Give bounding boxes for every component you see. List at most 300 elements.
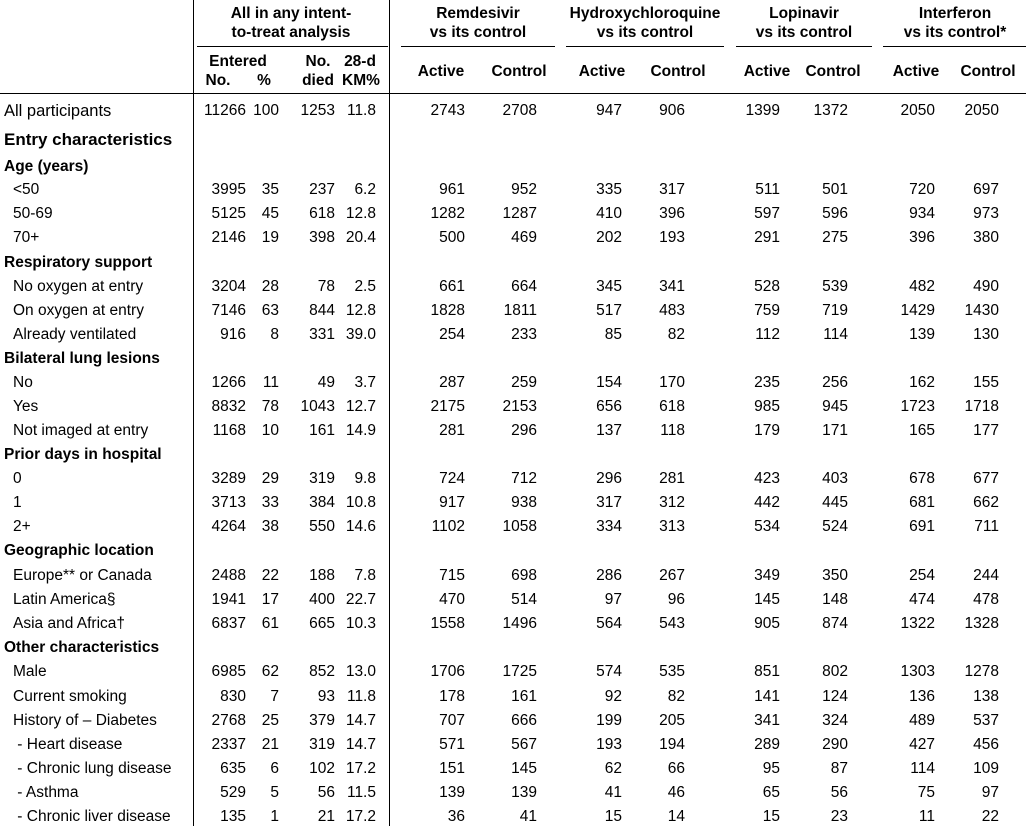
- table-cell: 154: [596, 374, 622, 391]
- row-label: Europe** or Canada: [13, 567, 152, 584]
- table-cell: 112: [755, 326, 780, 343]
- table-cell: 3713: [211, 494, 246, 511]
- row-label: History of – Diabetes: [13, 712, 157, 729]
- table-cell: 161: [309, 422, 335, 439]
- header-group-line2: vs its control: [755, 24, 853, 41]
- table-cell: 1718: [964, 398, 999, 415]
- subheader-remdesivir-control: Control: [491, 63, 547, 80]
- table-cell: 25: [261, 712, 279, 729]
- table-cell: 574: [596, 663, 622, 680]
- table-cell: 1811: [503, 302, 537, 319]
- table-cell: 1430: [964, 302, 999, 319]
- header-group-interferon: [880, 4, 1026, 42]
- table-cell: 139: [909, 326, 935, 343]
- table-cell: 1266: [211, 374, 246, 391]
- table-cell: 61: [261, 615, 279, 632]
- table-cell: 45: [261, 205, 279, 222]
- table-cell: 281: [439, 422, 465, 439]
- table-cell: 3.7: [354, 374, 376, 391]
- table-cell: 130: [973, 326, 999, 343]
- table-cell: 500: [439, 229, 465, 246]
- table-cell: 2050: [964, 102, 999, 119]
- table-cell: 5125: [211, 205, 246, 222]
- row-label: - Asthma: [13, 784, 79, 801]
- header-group-line1: Lopinavir: [769, 5, 839, 22]
- table-cell: 291: [754, 229, 780, 246]
- table-cell: 14.7: [345, 736, 376, 753]
- table-cell: 529: [220, 784, 246, 801]
- table-cell: 1282: [430, 205, 465, 222]
- table-cell: 483: [659, 302, 685, 319]
- table-cell: 916: [220, 326, 246, 343]
- table-cell: 165: [909, 422, 935, 439]
- table-cell: 21: [261, 736, 279, 753]
- table-cell: 410: [596, 205, 622, 222]
- table-cell: 93: [317, 688, 335, 705]
- table-cell: 874: [822, 615, 848, 632]
- subheader-entered: Entered: [209, 53, 267, 70]
- table-cell: 15: [762, 808, 780, 825]
- table-cell: 21: [317, 808, 335, 825]
- table-group-heading: Respiratory support: [4, 254, 153, 271]
- header-group-line1: Remdesivir: [436, 5, 520, 22]
- header-group-line1: All in any intent-: [230, 5, 352, 22]
- table-cell: 82: [667, 326, 685, 343]
- table-cell: 8832: [211, 398, 246, 415]
- table-cell: 470: [439, 591, 465, 608]
- table-cell: 114: [910, 760, 935, 777]
- table-cell: 490: [973, 278, 999, 295]
- table-rule-right: [389, 0, 390, 826]
- table-cell: 12.8: [345, 205, 376, 222]
- table-group-heading: Other characteristics: [4, 639, 160, 656]
- table-cell: 2743: [430, 102, 465, 119]
- header-group-rule-5: [883, 46, 1026, 47]
- table-cell: 852: [309, 663, 335, 680]
- table-cell: 1253: [300, 102, 335, 119]
- table-cell: 335: [596, 181, 622, 198]
- table-cell: 711: [974, 518, 999, 535]
- table-cell: 707: [439, 712, 465, 729]
- table-cell: 2153: [502, 398, 537, 415]
- header-group-line2: vs its control*: [903, 24, 1007, 41]
- table-cell: 46: [667, 784, 685, 801]
- table-cell: 618: [309, 205, 335, 222]
- table-cell: 666: [511, 712, 537, 729]
- table-cell: 193: [659, 229, 685, 246]
- subheader-hcq-active: Active: [578, 63, 626, 80]
- table-cell: 35: [261, 181, 279, 198]
- table-cell: 341: [754, 712, 780, 729]
- table-cell: 256: [822, 374, 848, 391]
- row-label: Latin America§: [13, 591, 116, 608]
- table-cell: 287: [439, 374, 465, 391]
- table-cell: 442: [754, 494, 780, 511]
- table-cell: 139: [511, 784, 537, 801]
- header-group-line1: Hydroxychloroquine: [569, 5, 721, 22]
- subheader-lopinavir-control: Control: [805, 63, 861, 80]
- table-cell: 75: [917, 784, 935, 801]
- header-group-lopinavir: [734, 4, 874, 42]
- table-cell: 14.7: [345, 712, 376, 729]
- table-cell: 171: [822, 422, 848, 439]
- table-cell: 400: [309, 591, 335, 608]
- table-cell: 661: [439, 278, 465, 295]
- table-cell: 170: [659, 374, 685, 391]
- table-cell: 22: [981, 808, 999, 825]
- row-label: Yes: [13, 398, 39, 415]
- table-cell: 917: [439, 494, 465, 511]
- table-cell: 319: [309, 470, 335, 487]
- table-cell: 719: [822, 302, 848, 319]
- table-cell: 844: [309, 302, 335, 319]
- row-label: Current smoking: [13, 688, 127, 705]
- table-cell: 97: [604, 591, 622, 608]
- table-cell: 15: [604, 808, 622, 825]
- table-cell: 17: [261, 591, 279, 608]
- table-cell: 597: [754, 205, 780, 222]
- table-group-heading: Prior days in hospital: [4, 446, 162, 463]
- table-cell: 511: [755, 181, 780, 198]
- table-cell: 2175: [430, 398, 465, 415]
- table-cell: 664: [511, 278, 537, 295]
- table-cell: 162: [909, 374, 935, 391]
- header-group-rule-1: [197, 46, 388, 47]
- table-cell: 11: [262, 374, 279, 391]
- table-cell: 947: [596, 102, 622, 119]
- table-cell: 501: [822, 181, 848, 198]
- header-group-line2: to-treat analysis: [231, 24, 351, 41]
- table-cell: 3204: [211, 278, 246, 295]
- row-label: All participants: [4, 102, 112, 120]
- table-cell: 724: [439, 470, 465, 487]
- table-cell: 19: [261, 229, 279, 246]
- table-cell: 3289: [211, 470, 246, 487]
- table-cell: 1: [270, 808, 279, 825]
- table-cell: 151: [439, 760, 465, 777]
- row-label: 1: [13, 494, 22, 511]
- table-cell: 199: [596, 712, 622, 729]
- table-cell: 350: [822, 567, 848, 584]
- table-cell: 6: [270, 760, 279, 777]
- row-label: Already ventilated: [13, 326, 137, 343]
- table-cell: 2.5: [354, 278, 376, 295]
- table-cell: 403: [822, 470, 848, 487]
- table-cell: 188: [309, 567, 335, 584]
- row-label: Asia and Africa†: [13, 615, 126, 632]
- table-cell: 2768: [211, 712, 246, 729]
- table-cell: 514: [511, 591, 537, 608]
- table-cell: 233: [511, 326, 537, 343]
- table-cell: 4264: [211, 518, 246, 535]
- table-cell: 6837: [211, 615, 246, 632]
- table-cell: 14.9: [345, 422, 376, 439]
- table-cell: 95: [762, 760, 780, 777]
- table-cell: 281: [659, 470, 685, 487]
- table-cell: 1322: [900, 615, 935, 632]
- table-cell: 851: [754, 663, 780, 680]
- header-bottom-rule: [0, 93, 1026, 94]
- table-cell: 423: [754, 470, 780, 487]
- table-cell: 524: [822, 518, 848, 535]
- table-cell: 41: [604, 784, 622, 801]
- subheader-28d: 28-d: [344, 53, 376, 70]
- table-cell: 254: [439, 326, 465, 343]
- table-cell: 535: [659, 663, 685, 680]
- table-cell: 296: [511, 422, 537, 439]
- table-cell: 33: [261, 494, 279, 511]
- row-label: - Heart disease: [13, 736, 123, 753]
- table-cell: 118: [660, 422, 685, 439]
- table-cell: 244: [973, 567, 999, 584]
- table-cell: 396: [659, 205, 685, 222]
- table-cell: 177: [973, 422, 999, 439]
- table-cell: 66: [667, 760, 685, 777]
- table-cell: 489: [909, 712, 935, 729]
- header-group-remdesivir: [400, 4, 556, 42]
- table-cell: 567: [511, 736, 537, 753]
- table-cell: 205: [659, 712, 685, 729]
- table-section-title: Entry characteristics: [4, 130, 173, 149]
- table-cell: 681: [909, 494, 935, 511]
- table-cell: 618: [659, 398, 685, 415]
- table-cell: 194: [659, 736, 685, 753]
- table-cell: 698: [511, 567, 537, 584]
- table-cell: 697: [973, 181, 999, 198]
- table-cell: 517: [596, 302, 622, 319]
- row-label: 0: [13, 470, 22, 487]
- table-cell: 38: [261, 518, 279, 535]
- table-cell: 148: [822, 591, 848, 608]
- header-group-all: [193, 4, 389, 42]
- table-cell: 678: [909, 470, 935, 487]
- table-cell: 317: [596, 494, 622, 511]
- table-cell: 474: [909, 591, 935, 608]
- table-cell: 1723: [900, 398, 935, 415]
- table-cell: 12.8: [345, 302, 376, 319]
- table-cell: 97: [981, 784, 999, 801]
- table-cell: 2050: [900, 102, 935, 119]
- table-cell: 237: [309, 181, 335, 198]
- table-cell: 17.2: [345, 808, 376, 825]
- table-cell: 235: [754, 374, 780, 391]
- table-cell: 85: [604, 326, 622, 343]
- row-label: Not imaged at entry: [13, 422, 149, 439]
- table-cell: 331: [309, 326, 335, 343]
- row-label: On oxygen at entry: [13, 302, 144, 319]
- row-label: No oxygen at entry: [13, 278, 144, 295]
- table-cell: 22.7: [345, 591, 376, 608]
- header-group-line2: vs its control: [596, 24, 694, 41]
- table-cell: 712: [511, 470, 537, 487]
- row-label: 2+: [13, 518, 31, 535]
- table-cell: 1941: [211, 591, 246, 608]
- table-cell: 985: [754, 398, 780, 415]
- table-cell: 456: [973, 736, 999, 753]
- table-cell: 193: [596, 736, 622, 753]
- header-group-rule-2: [401, 46, 555, 47]
- table-cell: 290: [822, 736, 848, 753]
- table-cell: 317: [659, 181, 685, 198]
- table-cell: 135: [220, 808, 246, 825]
- table-cell: 56: [317, 784, 335, 801]
- header-group-hydroxychloroquine: [556, 4, 734, 42]
- subheader-percent: %: [257, 72, 271, 89]
- row-label: - Chronic lung disease: [13, 760, 172, 777]
- table-cell: 656: [596, 398, 622, 415]
- table-cell: 259: [511, 374, 537, 391]
- table-cell: 155: [973, 374, 999, 391]
- table-cell: 1496: [502, 615, 537, 632]
- table-cell: 286: [596, 567, 622, 584]
- table-cell: 2488: [211, 567, 246, 584]
- table-cell: 141: [754, 688, 780, 705]
- table-cell: 537: [973, 712, 999, 729]
- table-cell: 938: [511, 494, 537, 511]
- table-cell: 665: [309, 615, 335, 632]
- subheader-no: No.: [305, 53, 331, 70]
- table-cell: 691: [909, 518, 935, 535]
- table-cell: 543: [659, 615, 685, 632]
- table-cell: 17.2: [345, 760, 376, 777]
- table-cell: 3995: [211, 181, 246, 198]
- table-cell: 1558: [430, 615, 465, 632]
- table-cell: 78: [261, 398, 279, 415]
- subheader-interferon-active: Active: [892, 63, 940, 80]
- table-cell: 275: [822, 229, 848, 246]
- table-cell: 1278: [964, 663, 999, 680]
- table-cell: 7146: [211, 302, 246, 319]
- table-cell: 349: [754, 567, 780, 584]
- table-cell: 534: [754, 518, 780, 535]
- table-cell: 62: [261, 663, 279, 680]
- table-cell: 720: [909, 181, 935, 198]
- table-cell: 41: [519, 808, 537, 825]
- table-cell: 138: [973, 688, 999, 705]
- table-cell: 952: [511, 181, 537, 198]
- table-group-heading: Geographic location: [4, 542, 154, 559]
- table-cell: 539: [822, 278, 848, 295]
- table-cell: 6985: [211, 663, 246, 680]
- table-cell: 961: [439, 181, 465, 198]
- table-cell: 20.4: [345, 229, 376, 246]
- table-cell: 2337: [211, 736, 246, 753]
- table-cell: 905: [754, 615, 780, 632]
- row-label: 50-69: [13, 205, 53, 222]
- table-cell: 22: [261, 567, 279, 584]
- table-rule-left: [193, 0, 194, 826]
- table-cell: 28: [261, 278, 279, 295]
- table-cell: 161: [511, 688, 537, 705]
- table-cell: 396: [909, 229, 935, 246]
- table-cell: 63: [261, 302, 279, 319]
- table-cell: 1725: [502, 663, 537, 680]
- table-cell: 973: [973, 205, 999, 222]
- table-cell: 179: [754, 422, 780, 439]
- subheader-died: died: [302, 72, 334, 89]
- table-cell: 11.5: [346, 784, 376, 801]
- subheader-hcq-control: Control: [650, 63, 706, 80]
- table-cell: 1102: [431, 518, 465, 535]
- table-cell: 14: [667, 808, 685, 825]
- table-cell: 945: [822, 398, 848, 415]
- table-group-heading: Bilateral lung lesions: [4, 350, 160, 367]
- subheader-lopinavir-active: Active: [743, 63, 791, 80]
- table-cell: 802: [822, 663, 848, 680]
- table-cell: 384: [309, 494, 335, 511]
- header-group-rule-4: [736, 46, 872, 47]
- table-cell: 427: [909, 736, 935, 753]
- table-cell: 10.3: [345, 615, 376, 632]
- table-cell: 7.8: [354, 567, 376, 584]
- table-cell: 1287: [502, 205, 537, 222]
- table-cell: 13.0: [345, 663, 376, 680]
- table-cell: 10: [261, 422, 279, 439]
- table-cell: 139: [439, 784, 465, 801]
- table-cell: 137: [596, 422, 622, 439]
- table-cell: 14.6: [345, 518, 376, 535]
- table-cell: 267: [659, 567, 685, 584]
- table-cell: 1372: [813, 102, 848, 119]
- table-cell: 759: [754, 302, 780, 319]
- table-cell: 11.8: [346, 102, 376, 119]
- table-cell: 564: [596, 615, 622, 632]
- table-cell: 49: [317, 374, 335, 391]
- table-cell: 312: [659, 494, 685, 511]
- table-cell: 100: [253, 102, 279, 119]
- header-group-rule-3: [566, 46, 724, 47]
- table-cell: 1828: [430, 302, 465, 319]
- table-cell: 254: [909, 567, 935, 584]
- table-cell: 677: [973, 470, 999, 487]
- table-cell: 596: [822, 205, 848, 222]
- row-label: - Chronic liver disease: [13, 808, 171, 825]
- table-cell: 324: [822, 712, 848, 729]
- row-label: <50: [13, 181, 40, 198]
- header-group-line2: vs its control: [429, 24, 527, 41]
- subheader-entered-no: No.: [205, 72, 231, 89]
- table-cell: 1328: [964, 615, 999, 632]
- table-cell: 56: [830, 784, 848, 801]
- header-group-line1: Interferon: [918, 5, 992, 22]
- table-cell: 12.7: [345, 398, 376, 415]
- table-cell: 334: [596, 518, 622, 535]
- table-cell: 11.8: [346, 688, 376, 705]
- table-cell: 482: [909, 278, 935, 295]
- table-cell: 5: [270, 784, 279, 801]
- subheader-remdesivir-active: Active: [417, 63, 465, 80]
- table-cell: 87: [830, 760, 848, 777]
- table-cell: 289: [754, 736, 780, 753]
- table-cell: 96: [667, 591, 685, 608]
- subheader-km: KM%: [342, 72, 380, 89]
- table-cell: 36: [447, 808, 465, 825]
- table-cell: 379: [309, 712, 335, 729]
- table-cell: 345: [596, 278, 622, 295]
- table-cell: 202: [596, 229, 622, 246]
- table-cell: 102: [309, 760, 335, 777]
- table-cell: 39.0: [345, 326, 376, 343]
- table-cell: 550: [309, 518, 335, 535]
- table-cell: 296: [596, 470, 622, 487]
- table-cell: 6.2: [354, 181, 376, 198]
- table-cell: 145: [754, 591, 780, 608]
- table-cell: 1429: [900, 302, 935, 319]
- table-cell: 715: [439, 567, 465, 584]
- table-cell: 1706: [430, 663, 465, 680]
- table-cell: 1043: [300, 398, 335, 415]
- row-label: Male: [13, 663, 47, 680]
